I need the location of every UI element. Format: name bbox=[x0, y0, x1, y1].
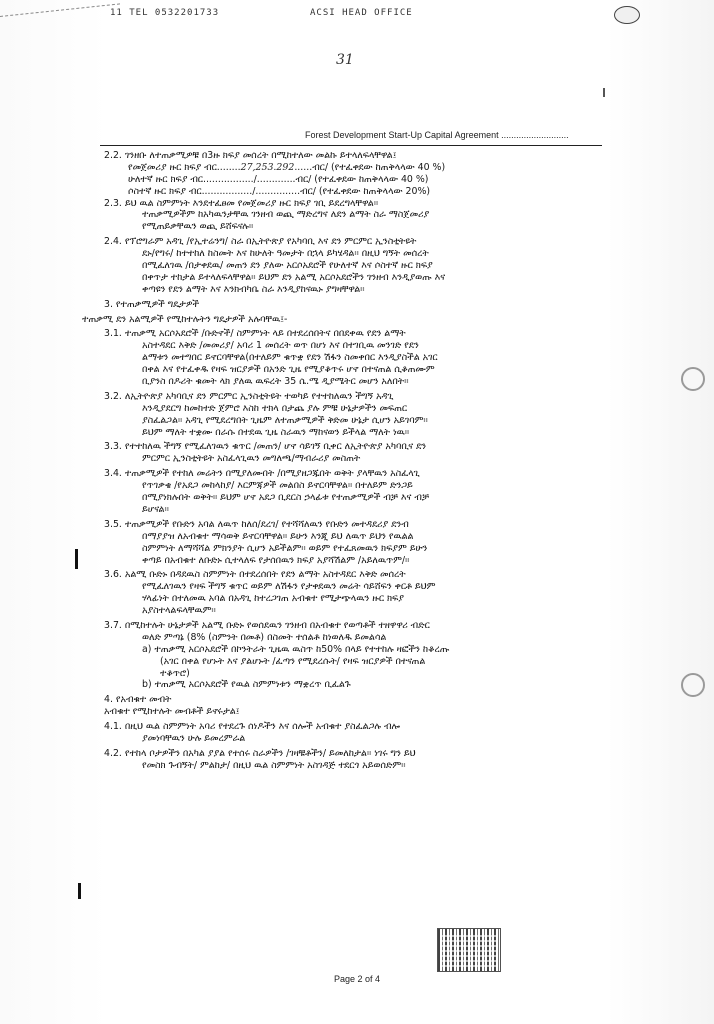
text-line bbox=[82, 427, 622, 439]
text-line bbox=[82, 364, 622, 376]
qr-stamp-icon bbox=[437, 928, 501, 972]
line-text: a) ተጠቃሚ አርሶአደሮች በኮንትራት ጊዜዉ ዉስጥ ከ50% በላይ የተተከሉ ዛፎችን ከቆረጡ bbox=[142, 643, 450, 655]
line-text: ሃላፊነት በተለመዉ አባል በአዳጊ ከተረጋገጠ አብቁተ የሚታጭላዉን ዙር ክፍያ bbox=[142, 593, 404, 605]
text-line bbox=[82, 441, 622, 453]
text-line bbox=[82, 721, 622, 733]
line-text: ልማቱን መተግበር ይኖርባቸዋል(በተለይም ቁጥቋ የደን ሽፋን ስመቀበር እንዲያስችል አገር bbox=[142, 352, 438, 364]
line-text: 3.5. ተጠቃሚዎች የቡድን አባል ለዉጥ ከለሰ/ደረገ/ የተሻሻለዉን የቡድን መተዳደሪያ ደንብ bbox=[104, 518, 409, 530]
line-text: እንዲያደርግ ከመከተድ ጀምሮ እስከ ተክላ በታጨ ያሉ ምቹ ሁኔታዎችን መፍጠር bbox=[142, 402, 408, 414]
text-line bbox=[82, 468, 622, 480]
text-line bbox=[82, 221, 622, 233]
punch-hole-icon bbox=[681, 673, 705, 697]
text-line bbox=[82, 593, 622, 605]
line-text: በቀል እና የተፈቀዱ የዛፍ ዝርያዎች በአንድ ጊዜ የሚያቆጥሩ ሆኖ በተናጠል ሲቆጠሙም bbox=[142, 364, 435, 376]
text-line bbox=[82, 248, 622, 260]
text-line bbox=[82, 209, 622, 221]
text-line bbox=[82, 581, 622, 593]
line-text: ያስፈልጋል። አዳጊ የሚደረግበት ጊዜም ለተጠቃሚዎች ቅድመ ሁኔታ ሲሆን አይገባም። bbox=[142, 414, 428, 426]
text-line bbox=[82, 733, 622, 745]
text-line bbox=[82, 504, 622, 516]
text-line bbox=[82, 391, 622, 403]
line-text: በቀጥታ ተከታል ይተላለፍላቸዋል። ይህም ደን አልሚ አርሶአደሮችን ገንዘብ እንዲያወጡ እና bbox=[142, 271, 446, 283]
text-line bbox=[82, 543, 622, 555]
line-text: b) ተጠቃሚ አርሶአደሮች የዉል ስምምነቱን ማቋረጥ ቢፈልጉ bbox=[142, 679, 351, 691]
line-text: በሚያነክሉበት ወቅት። ይህም ሆኖ አደጋ ቢደርስ ኃላፊቱ የተጠቃሚዎች ብቻ እና ብቻ bbox=[142, 492, 429, 504]
text-line bbox=[82, 748, 622, 760]
line-text: 4.2. የተከላ ቦታዎችን በአካል ያያል የተሰሩ ስራዎችን /ገዛቹቶችን/ ይመለከታል። ነገሩ ግን ይህ bbox=[104, 747, 416, 759]
text-line bbox=[82, 272, 622, 284]
line-text: 3.7. በሚከተሉት ሁኔታዎች አልሚ ቡድኑ የወሰደዉን ገንዘብ በአብቁተ የወጣቶች ተዘዋዋሪ ብድር bbox=[104, 619, 430, 631]
line-text: ሶስተኛ ዙር ክፍያ ብር................./...............ብር/ (የተፈቀደው ከጠቅላላው 20%) bbox=[128, 185, 431, 197]
line-text: 3.1. ተጠቃሚ አርሶአደሮች /ቡድኖች/ ስምምነት ላይ በተደረሰበትና በበደቀዉ የደን ልማት bbox=[104, 328, 406, 340]
line-text: 3.2. ለኢትዮጵያ አካባቢና ደን ምርምር ኢንስቲትዩት ተወካይ የተተከለዉን ችግኝ አዳጊ bbox=[104, 390, 394, 402]
line-text: የሚጠይቃቸዉን ወጪ ይሸፍናሉ። bbox=[142, 221, 254, 233]
line-text: ......ብር/ (የተፈቀደው ከጠቅላላው 40 %) bbox=[294, 161, 446, 173]
line-text: (አገር በቀል የሆኑት እና ያልሆኑት /ፈጣን የሚደረሱት/ የዛፍ ዝርያዎች በተናጠል bbox=[160, 655, 426, 667]
text-line bbox=[82, 352, 622, 364]
text-line bbox=[82, 620, 622, 632]
fold-mark-icon bbox=[614, 6, 640, 24]
text-line bbox=[82, 531, 622, 543]
line-text: ተጠቃሚዎችም ከአካዉንታቸዉ ገንዘብ ወጪ ማድረግና ለደን ልማት ስራ ማስጀመሪያ bbox=[142, 209, 430, 221]
line-text: ያመነባቸዉን ሁሉ ይመረምራል bbox=[142, 732, 246, 744]
line-text: ቢያንስ በዶሪት ቁመት ላክ ያለዉ ዉፍረት 35 ሴ.ሜ ዲያሜትር መሆን አለበት። bbox=[142, 376, 409, 388]
text-line bbox=[82, 668, 622, 680]
fax-office: ACSI HEAD OFFICE bbox=[310, 8, 413, 18]
text-line bbox=[82, 492, 622, 504]
text-line bbox=[82, 453, 622, 465]
text-line bbox=[82, 644, 622, 656]
page-number: Page 2 of 4 bbox=[333, 974, 381, 984]
text-line bbox=[82, 186, 622, 198]
line-text: ተቆጥሮ) bbox=[160, 667, 190, 679]
text-line bbox=[82, 656, 622, 668]
line-text: 2.4. የፕሮግራም አዳጊ /የኢተሬንግ/ ስራ በኢትዮጵያ የአካባቢ እና ደን ምርምር ኢንስቲትዩት bbox=[104, 236, 417, 248]
running-header bbox=[305, 130, 569, 140]
line-text: ይህም ማለት ተቋሙ በራሱ በተደዉ ጊዜ ስራዉን ማከናወን ይችላል ማለት ነዉ። bbox=[142, 426, 410, 438]
margin-tick bbox=[603, 88, 605, 97]
text-line bbox=[82, 198, 622, 210]
text-line bbox=[82, 299, 622, 311]
text-line bbox=[82, 314, 622, 326]
margin-mark bbox=[75, 549, 78, 569]
fax-corner-mark bbox=[0, 0, 120, 17]
line-text: 3. የተጠቃሚዎች ግዴታዎች bbox=[104, 298, 200, 310]
line-text: 4.1. በዚህ ዉል ስምምነት አባሪ የተደረጉ ሰነዶችን እና ሰሎች አብቁተ ያስፈልጋሉ ብሎ bbox=[104, 721, 400, 733]
text-line bbox=[82, 605, 622, 617]
text-line bbox=[82, 679, 622, 691]
running-header-title: Forest Development Start-Up Capital Agreement bbox=[305, 130, 499, 140]
line-text: አያስተላልፍላቸዉም። bbox=[142, 605, 216, 617]
text-line bbox=[82, 569, 622, 581]
line-text: ደኑ/የግሩ/ ከተተከለ ከስመት እና ከሁለት ዓመታት በኋላ ይካሄዳል። በዚህ ግኝት መሰረት bbox=[142, 248, 429, 260]
text-line bbox=[82, 480, 622, 492]
line-text: ስምምነት ለማሻሻል ምክንያት ሲሆን አይችልም። ወይም የተፈጸመዉን ክፍያም ይሁን bbox=[142, 542, 428, 554]
text-line bbox=[82, 415, 622, 427]
line-text: በሚፈለገዉ /በታቀደዉ/ መጠን ደን ያለው አርሶአደሮች የሁለተኛ እና ሶስተኛ ዙር ክፍያ bbox=[142, 260, 433, 272]
line-text: የሚፈለገዉን የዛፍ ችግኝ ቁጥር ወይም ለሽፋን የታቀደዉን መሬት ሳይሸፍን ቀርቶ ይህም bbox=[142, 581, 436, 593]
line-text: አስተዳደር እቅድ /መመሪያ/ አባሪ 1 መሰረት ወጥ በሆነ እና በተገቢዉ መንገድ የደን bbox=[142, 340, 419, 352]
running-header-dots: ........................... bbox=[501, 130, 569, 140]
line-text: 2.3. ይህ ዉል ስምምነት እንደተፈፀመ የመጀመሪያ ዙር ክፍያ ገቢ ይደረግላቸዋል። bbox=[104, 197, 379, 209]
line-text: 3.4. ተጠቃሚዎች የተከለ መሬትን በሚያለሙበት /በሚያዘጋጁበት ወቅት ያላቸዉን አስፈላጊ bbox=[104, 468, 420, 480]
handwritten-page-number: 31 bbox=[336, 52, 354, 68]
line-text: የመስክ ጉብኝት/ ምልከታ/ በዚህ ዉል ስምምነት አስገዳጅ ተደርጎ አይወሰድም። bbox=[142, 759, 406, 771]
text-line bbox=[82, 236, 622, 248]
line-text: የመጀመሪያ ዙር ክፍያ ብር........ bbox=[128, 161, 241, 173]
margin-mark bbox=[78, 883, 81, 899]
fax-tel: 11 TEL 0532201733 bbox=[110, 8, 220, 18]
text-line bbox=[82, 706, 622, 718]
line-text: ተጠቃሚ ደን አልሚዎች የሚከተሉትን ግዴታዎች አሉባቸዉ፤- bbox=[82, 313, 288, 325]
line-text: 3.3. የተተከለዉ ችግኝ የሚፈለገዉን ቁጥር /መጠን/ ሆኖ ሳይገኝ ቢቀር ለኢትዮጵያ አካባቢና ደን bbox=[104, 441, 427, 453]
handwritten-amount: 27,253.292 bbox=[240, 161, 295, 173]
line-text: የጥገቃቄ /የአደጋ መከላከያ/ እርምጃዎች መልበስ ይኖርባቸዋል። በተለይም ድንጋይ bbox=[142, 480, 413, 492]
line-text: ይሆናል። bbox=[142, 503, 169, 515]
text-line bbox=[82, 403, 622, 415]
line-text: ወለድ ምጣኔ (8% (ስምንት በመቶ) በስመት ተሰልቶ ከነወለዱ ይመልሳል bbox=[142, 631, 387, 643]
document-body bbox=[82, 150, 622, 772]
text-line bbox=[82, 376, 622, 388]
line-text: 2.2. ገንዘቡ ለተጠቃሚዎቹ በ3ዙ ክፍያ መሰረት በሚከተለው መልኩ ይተላለፍላቸዋል፤ bbox=[104, 150, 397, 161]
line-text: አብቁተ የሚከተሉት መብቶች ይኖሩታል፤ bbox=[104, 706, 240, 718]
text-line bbox=[82, 284, 622, 296]
line-text: ምርምር ኢንስቲትዩት አስፈላጊዉን መግለጫ/ማብራሪያ መስጠት bbox=[142, 453, 361, 465]
header-rule bbox=[100, 145, 602, 146]
text-line bbox=[82, 760, 622, 772]
line-text: ቀጣይ በአብቁተ ለቡድኑ ሲተላለፍ የታሰበዉን ክፍያ አያሻሽልም /አይለዉጥም/። bbox=[142, 554, 410, 566]
text-line bbox=[82, 632, 622, 644]
line-text: 3.6. አልሚ ቡድኑ በዳደዉስ ስምምነት በተደረሰበት የደን ልማት አስተዳደር እቅድ መሰረት bbox=[104, 569, 406, 581]
text-line bbox=[82, 150, 622, 162]
line-text: ቀጣዩን የደን ልማት እና እንክብካቤ ስራ እንዲያከናዉኑ ያግዛቸዋል። bbox=[142, 283, 365, 295]
line-text: በማያያዝ ለአብቁተ ማሳወቅ ይኖርባቸዋል። ይሁን እንጂ ይህ ለዉጥ ይህን የዉልል bbox=[142, 530, 414, 542]
punch-hole-icon bbox=[681, 367, 705, 391]
text-line bbox=[82, 174, 622, 186]
line-text: 4. የአብቁተ መብት bbox=[104, 694, 172, 706]
text-line bbox=[82, 340, 622, 352]
text-line bbox=[82, 555, 622, 567]
text-line bbox=[82, 694, 622, 706]
line-text: ሁለተኛ ዙር ክፍያ ብር................./.............ብር/ (የተፈቀደው ከጠቅላላው 40 %) bbox=[128, 173, 429, 185]
text-line bbox=[82, 260, 622, 272]
text-line bbox=[82, 162, 622, 174]
text-line bbox=[82, 519, 622, 531]
text-line bbox=[82, 328, 622, 340]
